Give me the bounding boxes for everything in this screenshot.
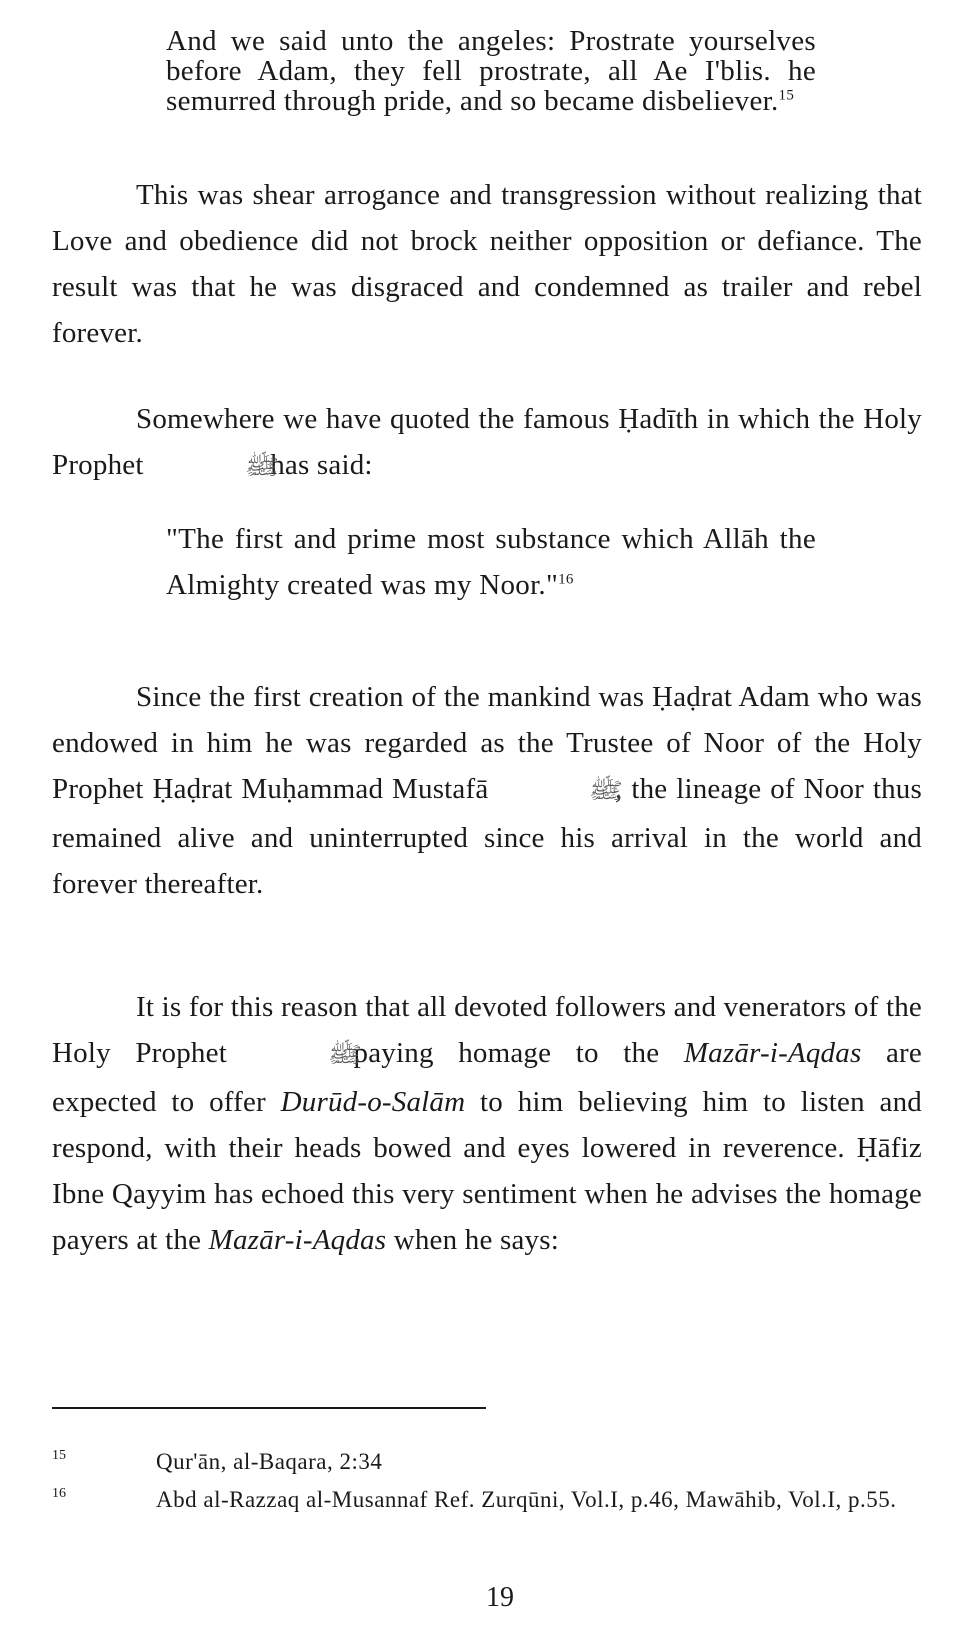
hadith-quote (166, 516, 816, 608)
paragraph-text: paying homage to the (353, 1037, 660, 1069)
paragraph-arrogance: This was shear arrogance and transgression without realizing that Love and obedience did not brock neither opposition or defiance. The result was that he was disgraced and condemned as trailer and rebel forever. (52, 179, 922, 349)
footnote-number: 15 (52, 1448, 66, 1463)
salla-icon: ﷺ (589, 779, 624, 804)
paragraph-homage (52, 984, 922, 1263)
footnote-divider (52, 1407, 486, 1409)
quran-quote-text: And we said unto the angeles: Prostrate yourselves before Adam, they fell prostrate, all Ae I'blis. he semurred through pride, and so became disbeliever. (166, 25, 816, 117)
paragraph-text: are expected to offer (52, 1037, 922, 1118)
page-number: 19 (486, 1582, 514, 1613)
paragraph-hadith-intro (52, 396, 922, 491)
paragraph-text: It is for this reason that all devoted followers and venerators of the Holy Prophet (52, 991, 922, 1069)
footnote-number: 16 (52, 1486, 66, 1501)
footnote-text: Abd al-Razzaq al-Musannaf Ref. Zurqūni, Vol.I, p.46, Mawāhib, Vol.I, p.55. (156, 1487, 897, 1512)
paragraph-text: , the lineage of Noor thus remained alive and uninterrupted since his arrival in the world and forever thereafter. (52, 773, 922, 900)
paragraph-text: Since the first creation of the mankind was Ḥaḍrat Adam who was endowed in him he was regarded as the Trustee of Noor of the Holy Prophet Ḥaḍrat Muḥammad Mustafā (52, 681, 922, 805)
footnote-ref-15[interactable]: 15 (778, 87, 795, 104)
term-durud-o-salam: Durūd-o-Salām (280, 1086, 466, 1118)
term-mazar-i-aqdas: Mazār-i-Aqdas (683, 1037, 862, 1069)
paragraph-text: to him believing him to listen and respond, with their heads bowed and eyes lowered in reverence. Ḥāfiz Ibne Qayyim has echoed this very sentiment when he advises the homage payers at the (52, 1086, 922, 1256)
quran-quote (166, 26, 816, 116)
paragraph-text: has said: (270, 449, 373, 481)
footnote-text: Qur'ān, al-Baqara, 2:34 (156, 1449, 383, 1474)
footnote-ref-16[interactable]: 16 (558, 571, 574, 588)
term-mazar-i-aqdas: Mazār-i-Aqdas (208, 1224, 387, 1256)
paragraph-adam (52, 674, 922, 907)
salla-icon: ﷺ (327, 1043, 363, 1068)
salla-icon: ﷺ (244, 455, 279, 480)
paragraph-text: Somewhere we have quoted the famous Ḥadīth in which the Holy Prophet (52, 403, 922, 481)
hadith-quote-text: "The first and prime most substance which Allāh the Almighty created was my Noor." (166, 523, 816, 601)
paragraph-text: when he says: (393, 1224, 559, 1256)
